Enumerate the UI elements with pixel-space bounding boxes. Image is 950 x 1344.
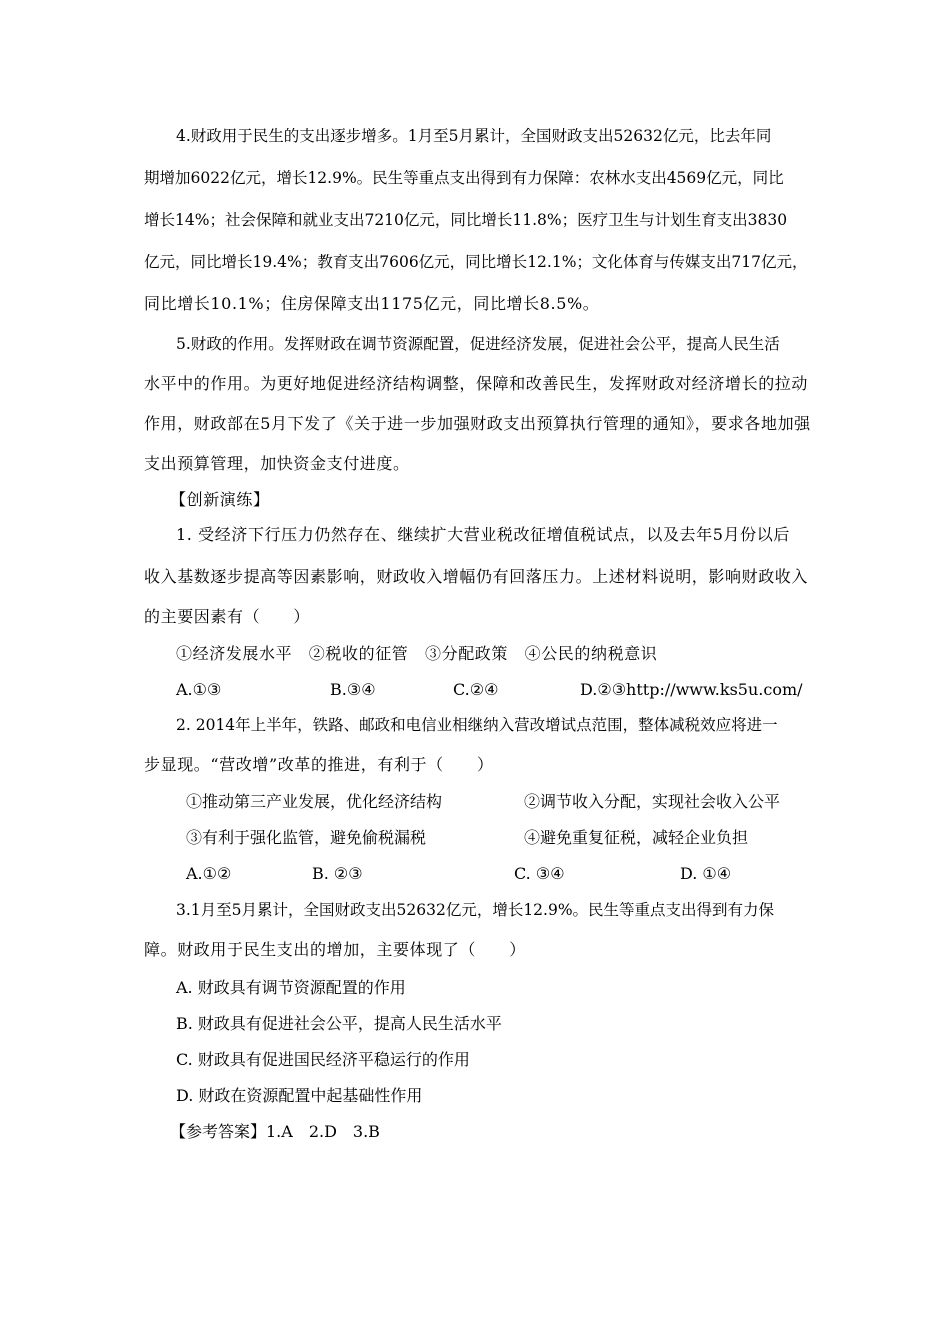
question-text: 3.1月至5月累计，全国财政支出52632亿元，增长12.9%。民生等重点支出得到有力保 (176, 901, 775, 919)
text-line: 支出预算管理，加快资金支付进度。 (144, 454, 410, 473)
question-text: 收入基数逐步提高等因素影响，财政收入增幅仍有回落压力。上述材料说明，影响财政收入 (144, 567, 809, 586)
text-line: 水平中的作用。为更好地促进经济结构调整，保障和改善民生，发挥财政对经济增长的拉动 (144, 374, 809, 393)
question-text: 2. 2014年上半年，铁路、邮政和电信业相继纳入营改增试点范围，整体减税效应将进一 (176, 716, 778, 734)
text-line: 4.财政用于民生的支出逐步增多。1月至5月累计，全国财政支出52632亿元，比去年同 (176, 127, 772, 145)
option-d: D.②③http://www.ks5u.com/ (580, 680, 803, 699)
question-text: 的主要因素有（ ） (144, 607, 311, 626)
option-a: A.①② (186, 864, 232, 883)
option-d: D. ①④ (680, 864, 732, 883)
option-b: B.③④ (330, 680, 376, 699)
text-line: 同比增长10.1%；住房保障支出1175亿元，同比增长8.5%。 (144, 294, 600, 313)
option-b: B. ②③ (312, 864, 363, 883)
question-text: 障。财政用于民生支出的增加，主要体现了（ ） (144, 940, 526, 959)
option-b: B. 财政具有促进社会公平，提高人民生活水平 (176, 1014, 502, 1033)
option-c: C.②④ (453, 680, 499, 699)
question-item: ④避免重复征税，减轻企业负担 (524, 828, 749, 847)
option-c: C. ③④ (514, 864, 565, 883)
question-item: ②调节收入分配，实现社会收入公平 (524, 792, 781, 811)
option-a: A. 财政具有调节资源配置的作用 (176, 978, 406, 997)
text-line: 作用，财政部在5月下发了《关于进一步加强财政支出预算执行管理的通知》，要求各地加强 (144, 414, 811, 433)
option-a: A.①③ (176, 680, 222, 699)
text-line: 5.财政的作用。发挥财政在调节资源配置，促进经济发展，促进社会公平，提高人民生活 (176, 335, 780, 353)
question-item: ③有利于强化监管，避免偷税漏税 (186, 828, 427, 847)
question-text: 1. 受经济下行压力仍然存在、继续扩大营业税改征增值税试点，以及去年5月份以后 (176, 525, 790, 544)
question-items: ①经济发展水平 ②税收的征管 ③分配政策 ④公民的纳税意识 (176, 644, 658, 663)
text-line: 增长14%；社会保障和就业支出7210亿元，同比增长11.8%；医疗卫生与计划生育支出3830 (144, 211, 788, 229)
question-item: ①推动第三产业发展，优化经济结构 (186, 792, 443, 811)
text-line: 亿元，同比增长19.4%；教育支出7606亿元，同比增长12.1%；文化体育与传媒支出717亿元， (144, 253, 808, 271)
question-text: 步显现。“营改增”改革的推进，有利于（ ） (144, 755, 494, 774)
practice-heading: 【创新演练】 (170, 490, 270, 509)
text-line: 期增加6022亿元，增长12.9%。民生等重点支出得到有力保障：农林水支出4569亿元，同比 (144, 169, 784, 187)
option-c: C. 财政具有促进国民经济平稳运行的作用 (176, 1050, 470, 1069)
option-d: D. 财政在资源配置中起基础性作用 (176, 1086, 423, 1105)
answer-key: 【参考答案】1.A 2.D 3.B (170, 1122, 380, 1141)
